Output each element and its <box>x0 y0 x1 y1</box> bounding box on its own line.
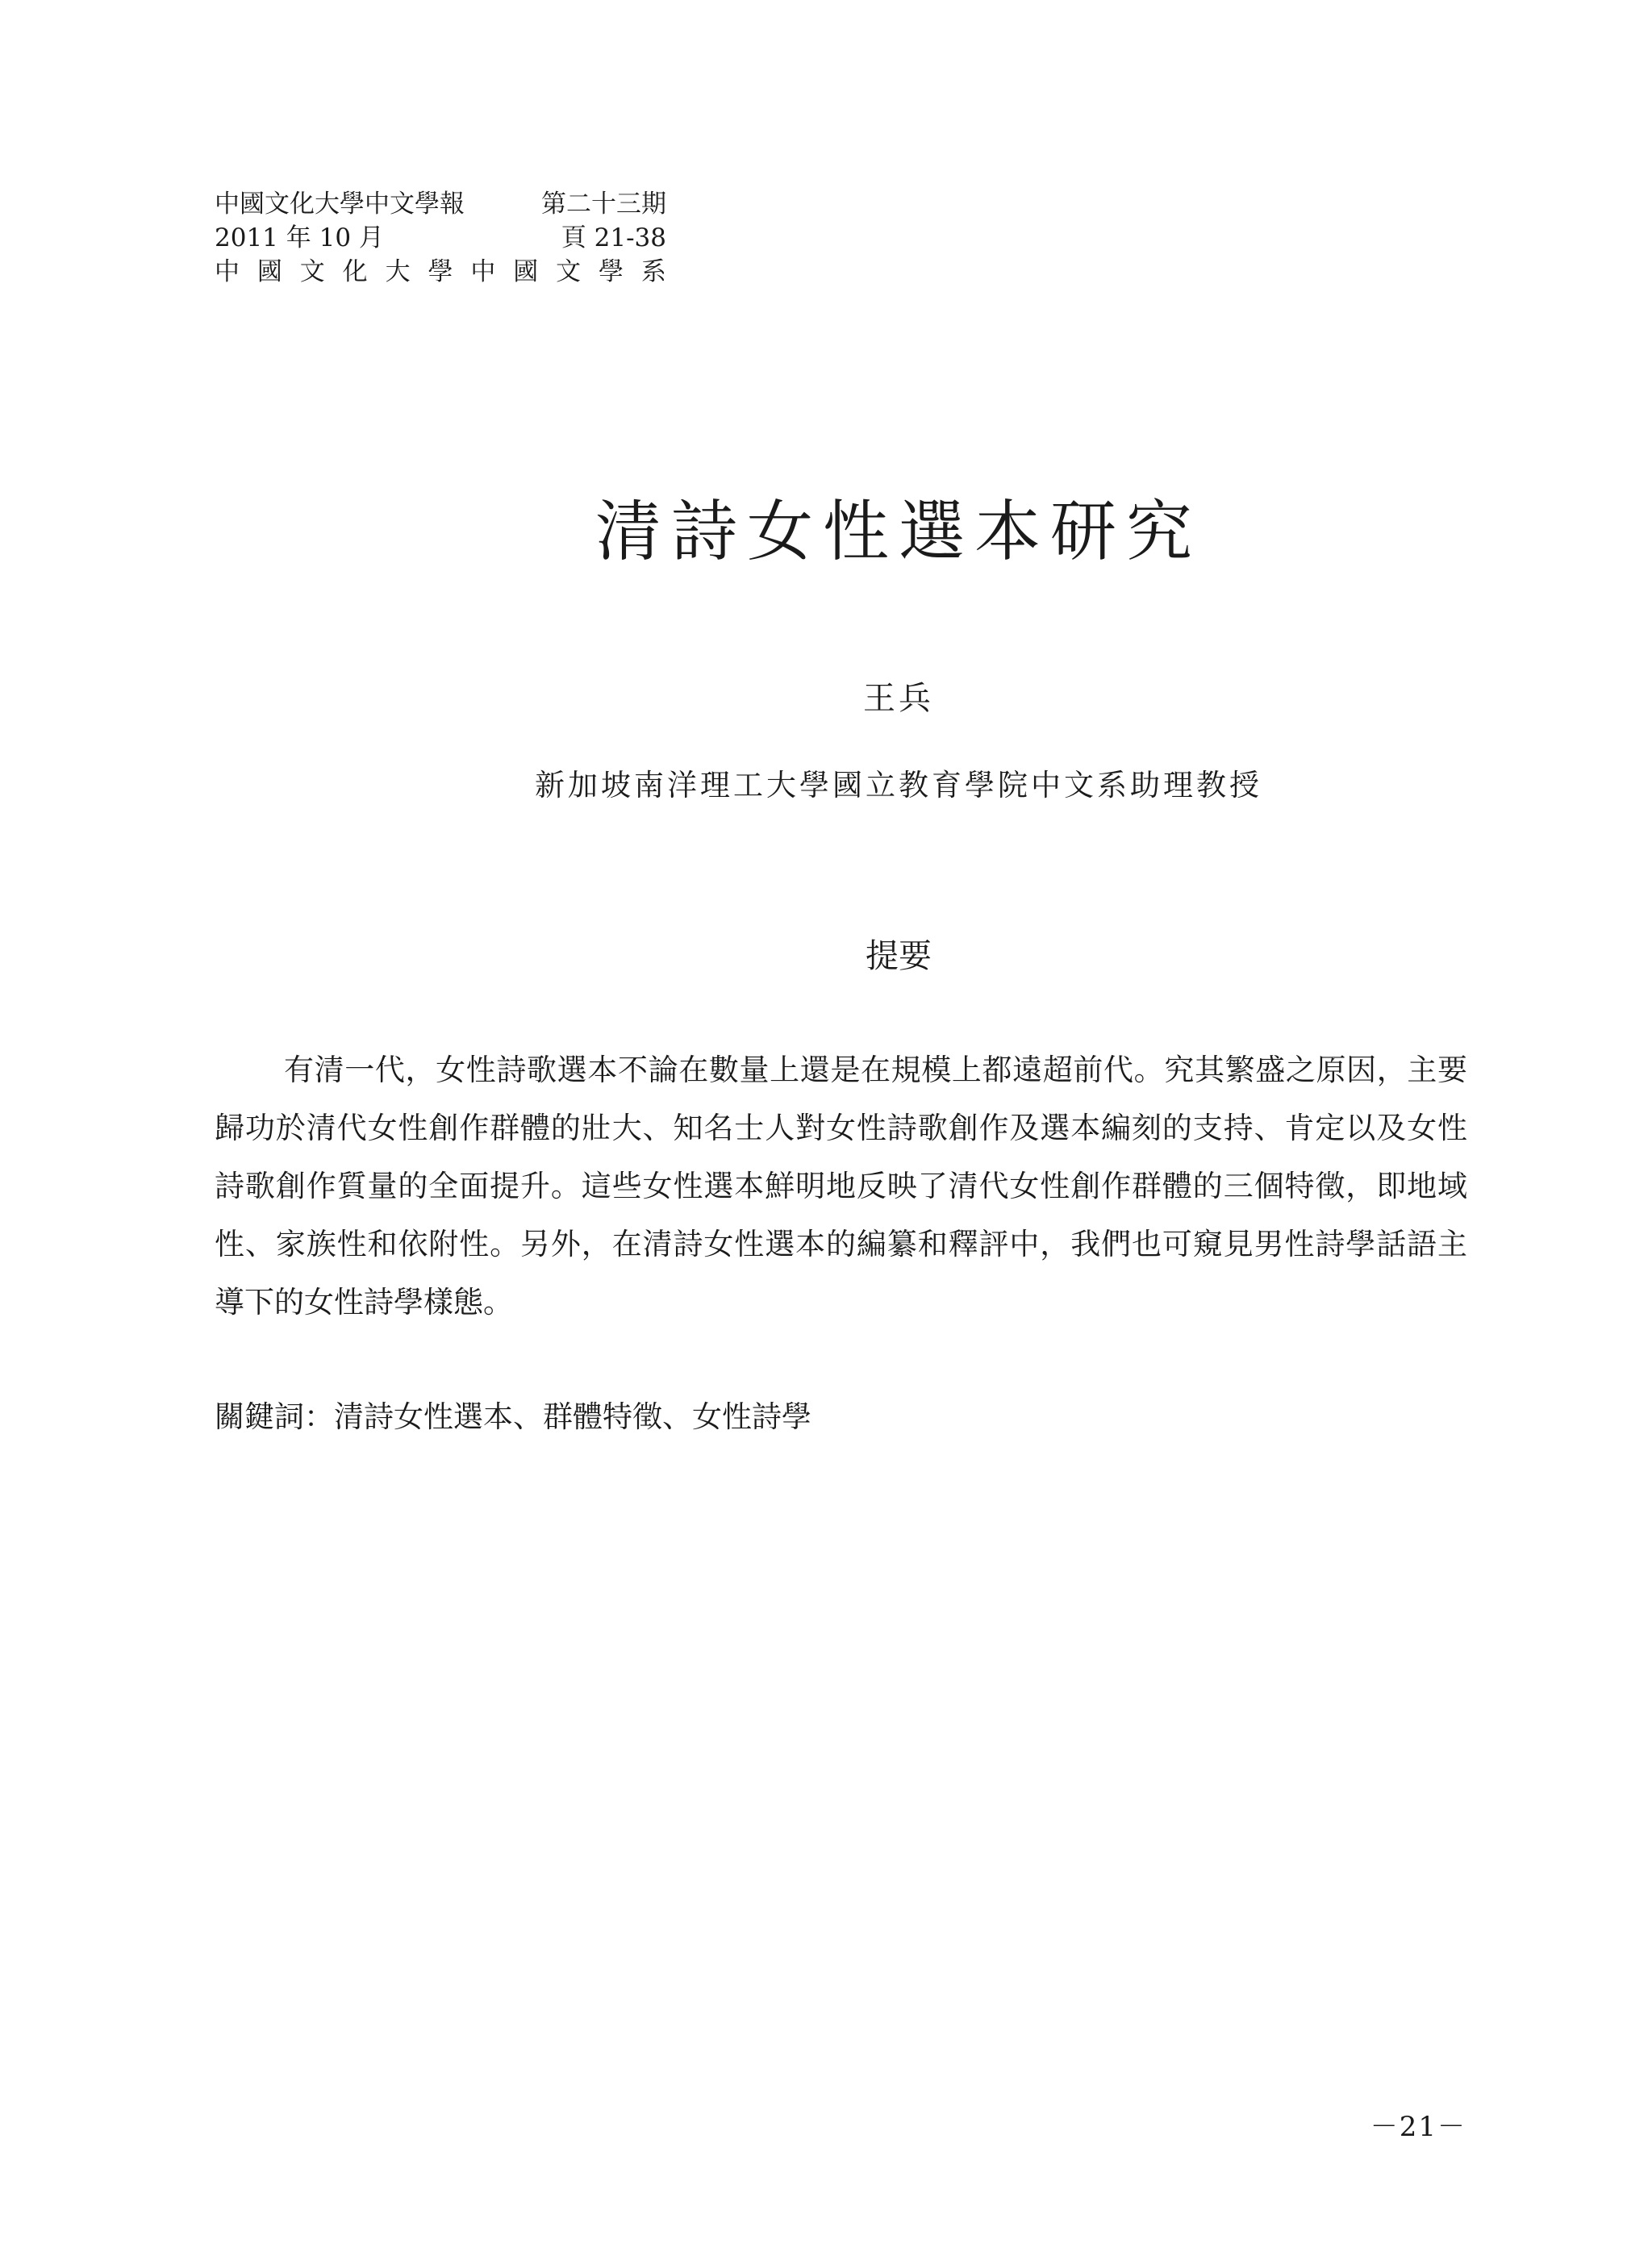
issue-number: 第二十三期 <box>541 190 666 219</box>
department-char: 國 <box>513 257 539 286</box>
department-char: 學 <box>428 257 453 286</box>
page-range: 頁 21-38 <box>561 223 666 252</box>
paper-title: 清詩女性選本研究 <box>594 494 1202 570</box>
department-char: 文 <box>556 257 582 286</box>
journal-name: 中國文化大學中文學報 <box>215 190 465 219</box>
journal-header <box>215 187 666 289</box>
department-char: 大 <box>385 257 411 286</box>
department-char: 中 <box>470 257 496 286</box>
abstract-heading: 提要 <box>866 936 932 975</box>
keywords <box>215 1396 1467 1438</box>
keywords-text: 清詩女性選本、群體特徵、女性詩學 <box>334 1399 811 1434</box>
department-char: 國 <box>257 257 282 286</box>
department-char: 學 <box>599 257 624 286</box>
department-char: 系 <box>640 257 666 286</box>
author-name: 王兵 <box>863 680 934 717</box>
journal-header-line-2 <box>215 221 666 255</box>
department-name <box>215 255 666 289</box>
department-char: 中 <box>215 257 240 286</box>
department-char: 文 <box>299 257 325 286</box>
abstract-body: 有清一代，女性詩歌選本不論在數量上還是在規模上都遠超前代。究其繁盛之原因，主要歸功於清代女性創作群體的壯大、知名士人對女性詩歌創作及選本編刻的支持、肯定以及女性詩歌創作質量的全面提升。這些女性選本鮮明地反映了清代女性創作群體的三個特徵，即地域性、家族性和依附性。另外，在清詩女性選本的編纂和釋評中，我們也可窺見男性詩學話語主導下的女性詩學樣態。 <box>215 1053 1467 1320</box>
page-number: －21－ <box>1370 2111 1466 2143</box>
journal-header-line-1 <box>215 187 666 221</box>
department-char: 化 <box>342 257 368 286</box>
author-affiliation: 新加坡南洋理工大學國立教育學院中文系助理教授 <box>535 768 1262 803</box>
keywords-label: 關鍵詞： <box>215 1399 334 1434</box>
publication-date: 2011 年 10 月 <box>215 223 384 252</box>
